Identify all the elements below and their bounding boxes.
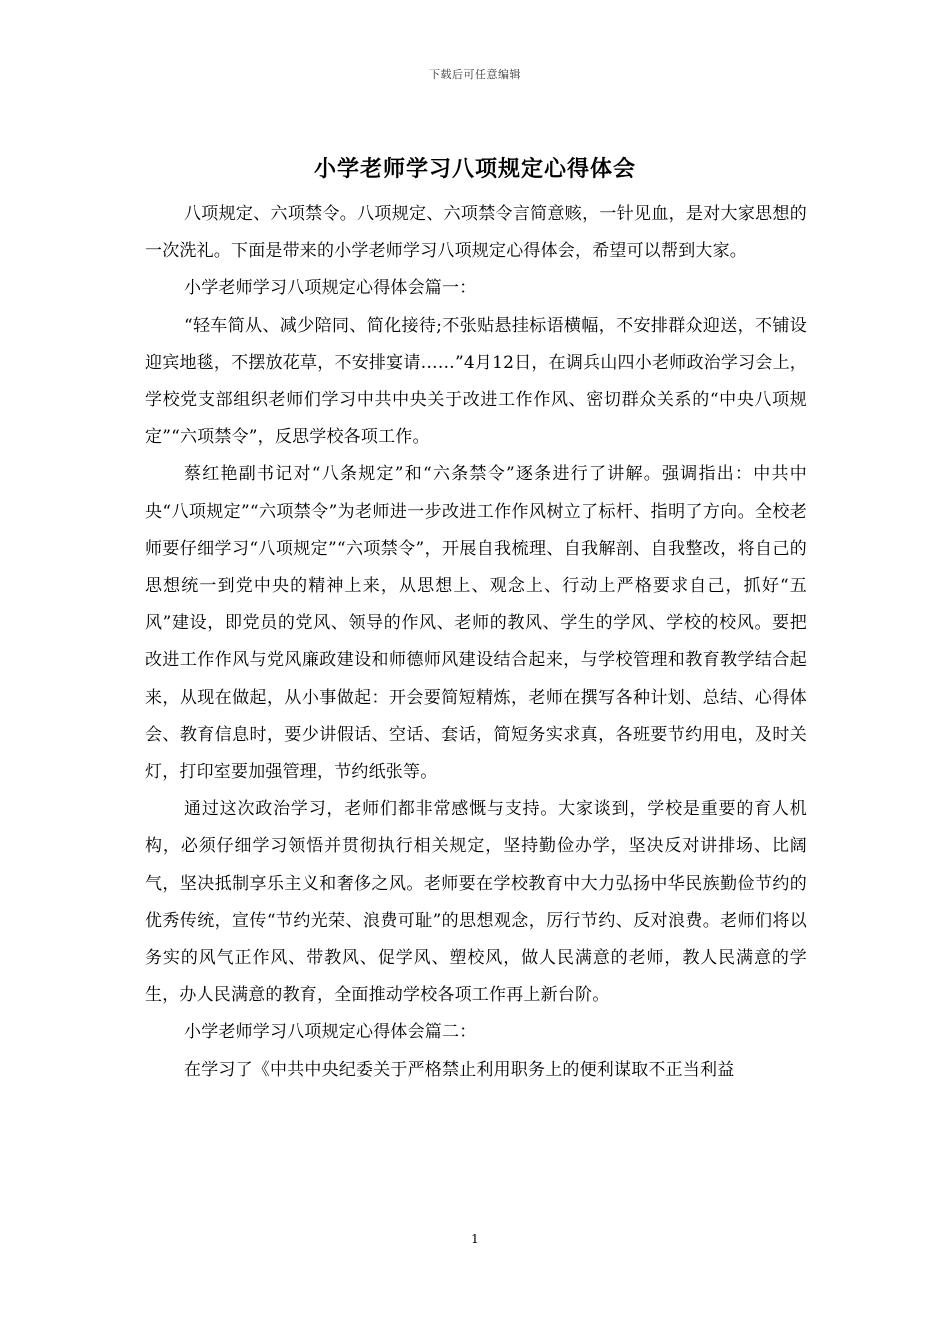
page-number: 1 <box>471 1232 479 1246</box>
body-paragraph: 通过这次政治学习，老师们都非常感慨与支持。大家谈到，学校是重要的育人机构，必须仔细学习领悟并贯彻执行相关规定，坚持勤俭办学，坚决反对讲排场、比阔气，坚决抵制享乐主义和奢侈之风。老师要在学校教育中大力弘扬中华民族勤俭节约的优秀传统，宣传“节约光荣、浪费可耻”的思想观念，厉行节约、反对浪费。老师们将以务实的风气正作风、带教风、促学风、塑校风，做人民满意的老师，教人民满意的学生，办人民满意的教育，全面推动学校各项工作再上新台阶。 <box>145 799 807 1006</box>
body-paragraph: “轻车简从、减少陪同、简化接待;不张贴悬挂标语横幅，不安排群众迎送，不铺设迎宾地毯，不摆放花草，不安排宴请……”4月12日，在调兵山四小老师政治学习会上，学校党支部组织老师们学习中共中央关于改进工作作风、密切群众关系的“中央八项规定”“六项禁令”，反思学校各项工作。 <box>145 315 807 448</box>
section-heading-2: 小学老师学习八项规定心得体会篇二： <box>184 1022 477 1043</box>
body-paragraph: 在学习了《中共中央纪委关于严格禁止利用职务上的便利谋取不正当利益 <box>184 1059 735 1080</box>
intro-paragraph: 八项规定、六项禁令。八项规定、六项禁令言简意赅，一针见血，是对大家思想的一次洗礼。下面是带来的小学老师学习八项规定心得体会，希望可以帮到大家。 <box>145 204 807 262</box>
header-note: 下载后可任意编辑 <box>429 68 521 81</box>
section-heading-1: 小学老师学习八项规定心得体会篇一： <box>184 278 477 299</box>
document-body <box>145 196 807 1089</box>
body-paragraph: 蔡红艳副书记对“八条规定”和“六条禁令”逐条进行了讲解。强调指出：中共中央“八项规定”“六项禁令”为老师进一步改进工作作风树立了标杆、指明了方向。全校老师要仔细学习“八项规定”“六项禁令”，开展自我梳理、自我解剖、自我整改，将自己的思想统一到党中央的精神上来，从思想上、观念上、行动上严格要求自己，抓好“五风”建设，即党员的党风、领导的作风、老师的教风、学生的学风、学校的校风。要把改进工作作风与党风廉政建设和师德师风建设结合起来，与学校管理和教育教学结合起来，从现在做起，从小事做起：开会要简短精炼，老师在撰写各种计划、总结、心得体会、教育信息时，要少讲假话、空话、套话，简短务实求真，各班要节约用电，及时关灯，打印室要加强管理，节约纸张等。 <box>145 464 807 783</box>
document-title: 小学老师学习八项规定心得体会 <box>313 156 636 182</box>
